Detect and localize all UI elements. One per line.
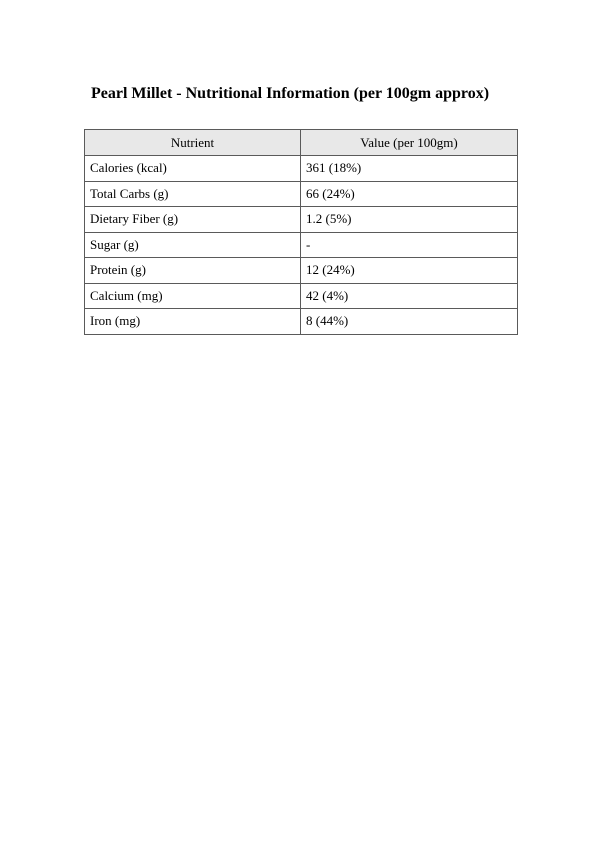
value-cell: 8 (44%) xyxy=(301,309,518,335)
document-title: Pearl Millet - Nutritional Information (per 100gm approx) xyxy=(91,85,490,102)
table-row xyxy=(85,181,518,207)
table-header-row xyxy=(85,130,518,156)
table-row xyxy=(85,309,518,335)
table-row xyxy=(85,283,518,309)
nutrient-cell: Total Carbs (g) xyxy=(85,181,301,207)
value-cell: 42 (4%) xyxy=(301,283,518,309)
nutrition-table xyxy=(84,129,518,335)
table-row xyxy=(85,156,518,182)
nutrient-cell: Calcium (mg) xyxy=(85,283,301,309)
header-value: Value (per 100gm) xyxy=(301,130,518,156)
value-cell: 66 (24%) xyxy=(301,181,518,207)
header-nutrient: Nutrient xyxy=(85,130,301,156)
nutrient-cell: Dietary Fiber (g) xyxy=(85,207,301,233)
value-cell: 12 (24%) xyxy=(301,258,518,284)
value-cell: 361 (18%) xyxy=(301,156,518,182)
value-cell: 1.2 (5%) xyxy=(301,207,518,233)
table-row xyxy=(85,232,518,258)
table-row xyxy=(85,258,518,284)
nutrient-cell: Protein (g) xyxy=(85,258,301,284)
nutrient-cell: Calories (kcal) xyxy=(85,156,301,182)
value-cell: - xyxy=(301,232,518,258)
nutrient-cell: Sugar (g) xyxy=(85,232,301,258)
nutrient-cell: Iron (mg) xyxy=(85,309,301,335)
table-row xyxy=(85,207,518,233)
